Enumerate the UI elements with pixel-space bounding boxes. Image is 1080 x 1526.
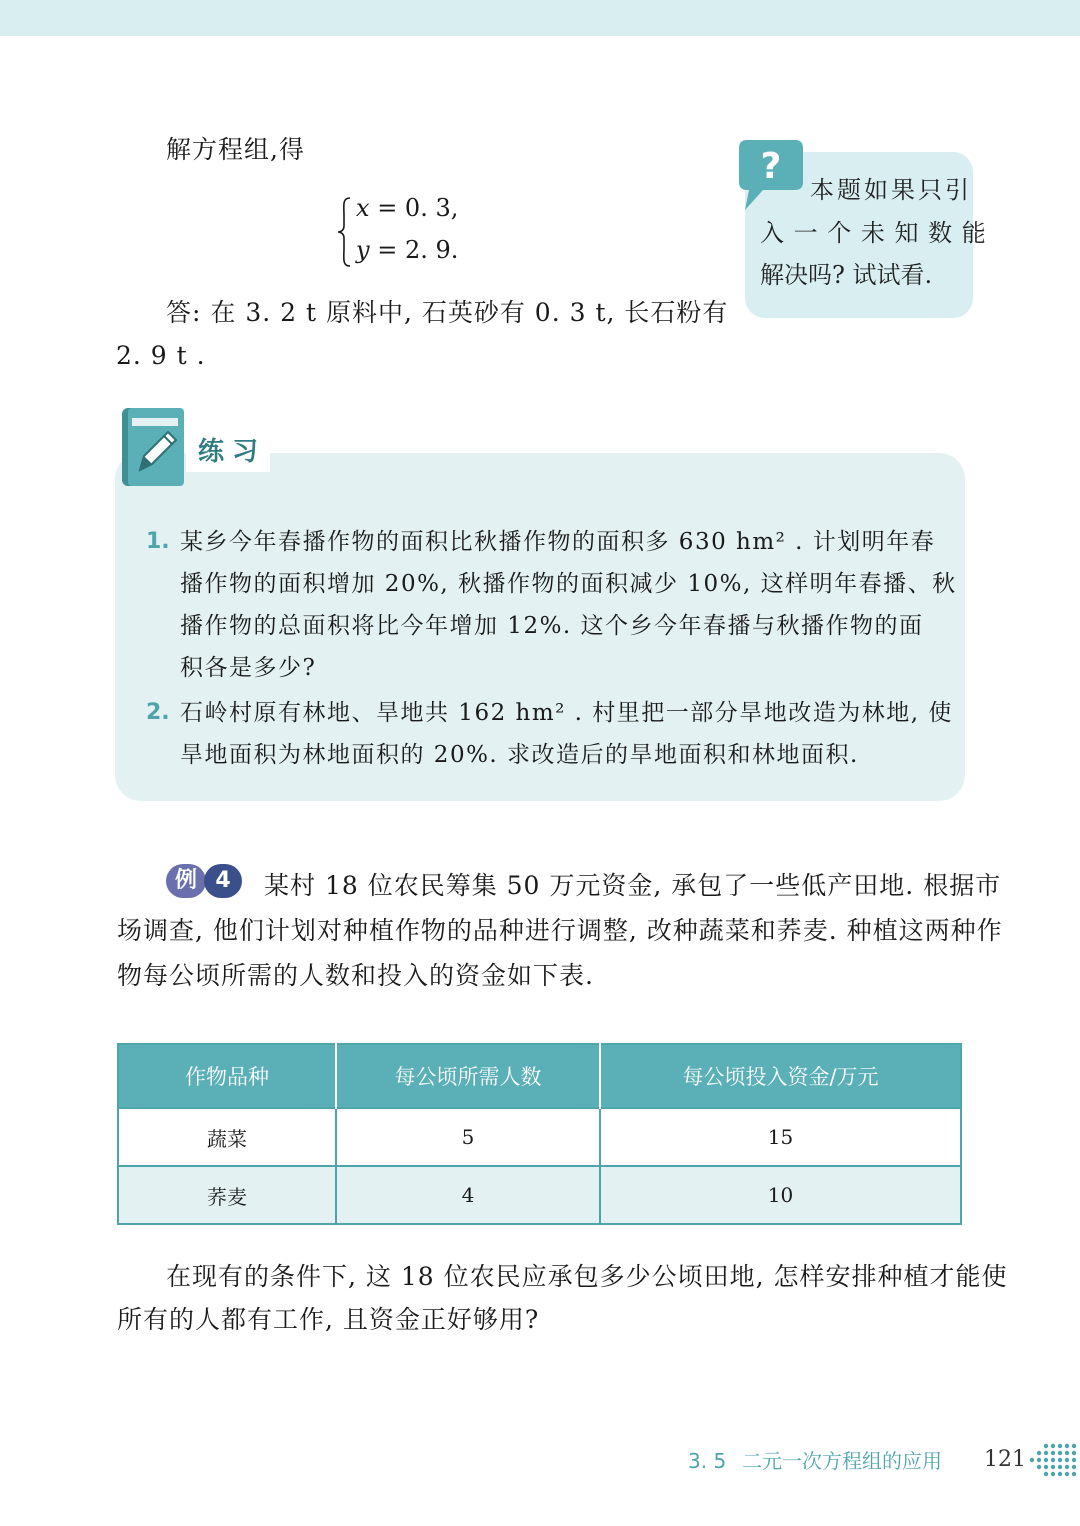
exercise-1-line-4: 积各是多少?	[180, 655, 317, 681]
exercise-2-line-2: 旱地面积为林地面积的 20%. 求改造后的旱地面积和林地面积.	[180, 742, 859, 768]
footer-section-title: 二元一次方程组的应用	[742, 1449, 942, 1473]
exercise-1-number: 1.	[146, 529, 170, 554]
answer-line-2: 2. 9 t .	[116, 341, 206, 370]
table-cell: 4	[336, 1166, 600, 1224]
exercise-1-line-2: 播作物的面积增加 20%, 秋播作物的面积减少 10%, 这样明年春播、秋	[180, 571, 957, 597]
table-row	[118, 1166, 961, 1224]
solve-intro: 解方程组,得	[166, 135, 305, 164]
exercise-1-line-1: 某乡今年春播作物的面积比秋播作物的面积多 630 hm² . 计划明年春	[180, 529, 936, 555]
exercise-2-line-1: 石岭村原有林地、旱地共 162 hm² . 村里把一部分旱地改造为林地, 使	[180, 700, 953, 726]
hint-line-2: 入 一 个 未 知 数 能	[760, 219, 987, 247]
svg-text:?: ?	[760, 146, 782, 187]
table-header-people: 每公顷所需人数	[336, 1044, 600, 1108]
answer-line-1: 答: 在 3. 2 t 原料中, 石英砂有 0. 3 t, 长石粉有	[166, 298, 729, 327]
pencil-notebook-icon	[118, 404, 190, 490]
page-number: 121	[984, 1447, 1026, 1472]
top-color-band	[0, 0, 1080, 36]
table-cell: 荞麦	[118, 1166, 336, 1224]
footer-section-number: 3. 5	[688, 1449, 727, 1473]
table-cell: 蔬菜	[118, 1108, 336, 1166]
hint-line-1: 本题如果只引	[810, 176, 972, 204]
equation-y	[356, 230, 458, 270]
example-line-3: 物每公顷所需的人数和投入的资金如下表.	[117, 961, 594, 990]
exercise-1-line-3: 播作物的总面积将比今年增加 12%. 这个乡今年春播与秋播作物的面	[180, 613, 924, 639]
table-header-crop: 作物品种	[118, 1044, 336, 1108]
practice-title: 练习	[198, 437, 267, 467]
table-cell: 10	[600, 1166, 961, 1224]
question-line-1: 在现有的条件下, 这 18 位农民应承包多少公顷田地, 怎样安排种植才能使	[166, 1262, 1008, 1291]
example-badge-number: 4	[204, 864, 242, 898]
equation-brace	[336, 196, 354, 268]
example-line-1: 某村 18 位农民筹集 50 万元资金, 承包了一些低产田地. 根据市	[264, 871, 1002, 900]
dot-grid-icon	[1028, 1440, 1080, 1480]
question-icon	[733, 136, 805, 214]
equation-x-var: x	[356, 194, 370, 222]
table-header-funds: 每公顷投入资金/万元	[600, 1044, 961, 1108]
equation-x	[356, 188, 458, 228]
hint-line-3: 解决吗? 试试看.	[760, 261, 933, 289]
equation-x-value: = 0. 3,	[377, 194, 459, 222]
crop-table	[117, 1043, 962, 1225]
table-cell: 15	[600, 1108, 961, 1166]
equation-y-value: = 2. 9.	[377, 236, 459, 264]
example-line-2: 场调查, 他们计划对种植作物的品种进行调整, 改种蔬菜和荞麦. 种植这两种作	[117, 916, 1003, 945]
table-header-row	[118, 1044, 961, 1108]
example-badge-label: 例	[166, 864, 206, 898]
question-line-2: 所有的人都有工作, 且资金正好够用?	[117, 1305, 540, 1334]
exercise-2-number: 2.	[146, 700, 170, 725]
table-cell: 5	[336, 1108, 600, 1166]
equation-y-var: y	[356, 236, 370, 264]
table-row	[118, 1108, 961, 1166]
